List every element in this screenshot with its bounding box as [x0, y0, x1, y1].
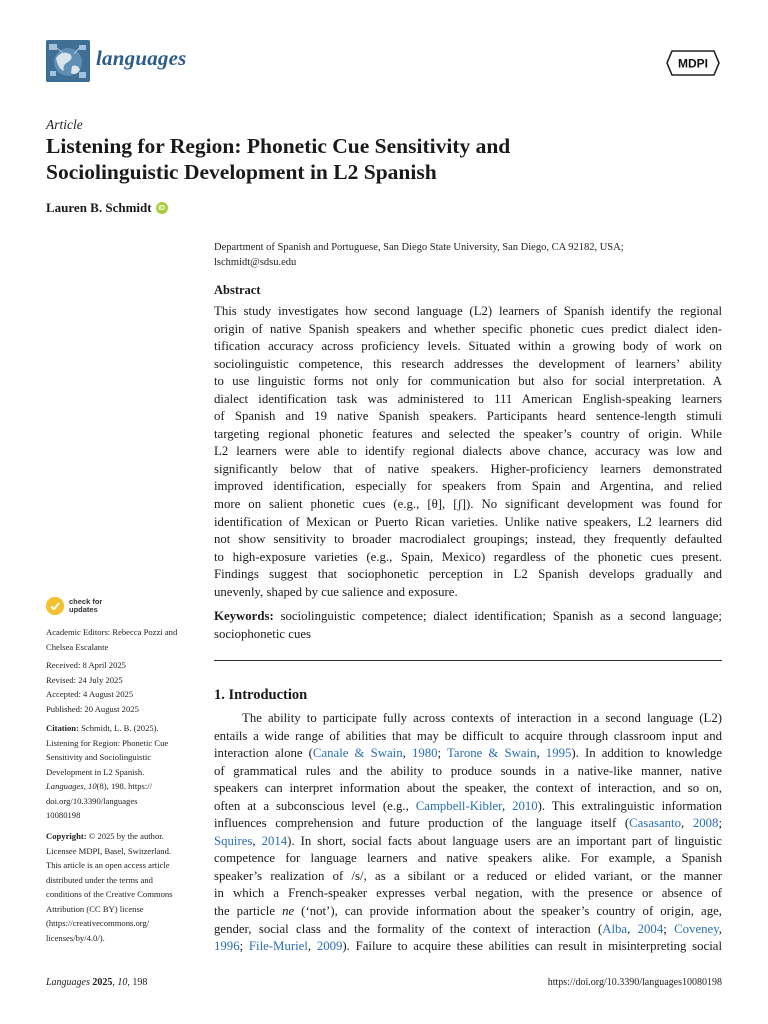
intro-line: entails a wide range of abilities that may be difficult to acquire through classroom input and	[214, 728, 722, 743]
globe-network-icon	[46, 40, 90, 82]
citation-link[interactable]: Alba	[602, 921, 628, 936]
abstract-line: significantly below that of native speakers. Higher-proficiency learners demonstrated	[214, 461, 722, 476]
citation-doi-link[interactable]: (8), 198. https://	[96, 781, 153, 791]
citation-doi-link[interactable]: doi.org/10.3390/languages	[46, 795, 138, 806]
abstract-line: sociolinguistic competence, this research addresses the development of learners’ ability	[214, 356, 722, 371]
abstract-line: tification accuracy across proficiency levels. Situated within a growing body of work on	[214, 339, 722, 354]
abstract-line: origin of native Spanish speakers and whether specific phonetic cues predict dialect iden-	[214, 321, 722, 336]
intro-line: competence for language learners and native speakers alike. For example, a Spanish	[214, 851, 722, 866]
keywords	[214, 608, 722, 643]
intro-line: gender, social class and the formality of the context of interaction (Alba, 2004; Coveney,	[214, 921, 722, 936]
abstract-line: of Spanish and 19 native Spanish speakers. Participants heard sentence-length stimuli	[214, 409, 722, 424]
abstract-line: to high-exposure varieties (e.g., Spain, Mexico) regardless of the phonetic cues present.	[214, 549, 722, 564]
license-link[interactable]: licenses/by/4.0/).	[46, 932, 105, 943]
journal-logo[interactable]	[46, 40, 90, 82]
mdpi-logo-icon	[666, 50, 720, 76]
article-title-line1: Listening for Region: Phonetic Cue Sensitivity and	[46, 134, 511, 158]
keywords-list: sociolinguistic competence; dialect identification; Spanish as a second language;	[273, 609, 722, 623]
citation-link[interactable]: 1995	[545, 746, 572, 761]
keywords-list-cont: sociophonetic cues	[214, 626, 312, 641]
intro-line: speakers can interpret information about the speaker, the context of interaction, and so on,	[214, 781, 722, 796]
intro-line: often at a subconscious level (e.g., Campbell-Kibler, 2010). This extralinguistic information	[214, 798, 722, 813]
citation-link[interactable]: Canale & Swain	[312, 746, 403, 761]
abstract-line: targeting regional phonetic features and selected the speaker’s country of origin. While	[214, 426, 722, 441]
abstract-line: identification of Mexican or Puerto Rican varieties. Unlike native speakers, L2 learners did	[214, 514, 722, 529]
citation-link[interactable]: 2004	[637, 921, 664, 936]
intro-line: The ability to participate fully across contexts of interaction in a second language (L2)	[242, 711, 722, 725]
intro-line: the particle ne (‘not’), can provide information about the speaker’s country of origin, age,	[214, 904, 722, 919]
copyright-block: Copyright: © 2025 by the author. Licensee MDPI, Basel, Switzerland. This article is an open access article distributed under the terms and conditions of the Creative Commons Attribution (CC BY) license (https://creativecommons.org/ licenses/by/4.0/).	[46, 829, 206, 945]
author-name[interactable]: Lauren B. Schmidt	[46, 200, 152, 215]
intro-line: Squires, 2014). In short, social facts about language users are an important part of linguistic	[214, 833, 722, 848]
check-updates-icon	[46, 597, 64, 615]
mdpi-logo[interactable]	[666, 50, 720, 76]
author-email[interactable]: lschmidt@sdsu.edu	[214, 257, 297, 268]
abstract-line: Findings suggest that sociophonetic perception in L2 Spanish develops gradually and	[214, 567, 722, 582]
accepted-date: Accepted: 4 August 2025	[46, 689, 134, 699]
revised-date: Revised: 24 July 2025	[46, 674, 123, 685]
citation-link[interactable]: File-Muriel	[248, 939, 308, 954]
abstract-heading: Abstract	[214, 283, 261, 297]
citation-link[interactable]: Campbell-Kibler	[415, 798, 502, 813]
section-divider	[214, 660, 722, 661]
intro-line: of grammatical rules and the ability to produce sounds in a native-like manner, native	[214, 763, 722, 778]
abstract-line: L2 learners were able to identify regional dialects above chance, accuracy was low and	[214, 444, 722, 459]
citation-link[interactable]: 1980	[411, 746, 438, 761]
abstract-line: This study investigates how second language (L2) learners of Spanish identify the regional	[214, 304, 722, 318]
intro-line: interaction alone (Canale & Swain, 1980; Tarone & Swain, 1995). In addition to knowledge	[214, 746, 722, 761]
article-title-line2: Sociolinguistic Development in L2 Spanish	[46, 160, 437, 184]
abstract-line: improved identification, especially for speakers from Spain and Argentina, and relied	[214, 479, 722, 494]
abstract-line: more on salient phonetic cues (e.g., [θ], [ʃ]). No significant development was found for	[214, 497, 722, 512]
orcid-icon[interactable]: iD	[156, 202, 168, 214]
intro-line: 1996; File-Muriel, 2009). Failure to acquire these abilities can result in misinterpreting social	[214, 939, 722, 954]
abstract-line: to use linguistic forms not only for communication but also for social interpretation. A	[214, 374, 722, 389]
author-row	[46, 200, 168, 216]
intro-line: speaker’s realization of /s/, as a sibilant or a reduced or elided variant, or the manner	[214, 868, 722, 883]
abstract-line: unevenly, shaped by cue salience and exposure.	[214, 584, 458, 599]
footer-doi-link[interactable]: https://doi.org/10.3390/languages10080198	[547, 977, 722, 988]
abstract-line: not show sensitivity to broader macrodialect groupings; instead, they frequently defaulted	[214, 532, 722, 547]
citation-link[interactable]: 2014	[261, 833, 288, 848]
citation-link[interactable]: Casasanto	[629, 816, 682, 831]
citation-link[interactable]: Coveney	[674, 921, 719, 936]
received-date: Received: 8 April 2025	[46, 660, 126, 670]
citation-block: Citation: Schmidt, L. B. (2025). Listening for Region: Phonetic Cue Sensitivity and Sociolinguistic Development in L2 Spanish. Languages, 10(8), 198. https:// doi.org/10.3390/languages 10080198	[46, 721, 206, 823]
journal-name[interactable]: languages	[96, 46, 187, 70]
abstract-line: dialect identification task was administered to 111 American English-speaking learners	[214, 391, 722, 406]
introduction-body	[214, 710, 722, 956]
citation-link[interactable]: Squires	[214, 833, 253, 848]
check-for-updates-badge[interactable]	[46, 597, 102, 615]
intro-line: in which a French-speaker expresses verbal negation, with the presence or absence of	[214, 886, 722, 901]
article-type: Article	[46, 117, 83, 132]
citation-link[interactable]: 2008	[692, 816, 719, 831]
published-date: Published: 20 August 2025	[46, 703, 139, 714]
footer-journal-citation: Languages 2025, 10, 198	[46, 977, 148, 988]
intro-line: influences comprehension and future production of the language itself (Casasanto, 2008;	[214, 816, 722, 831]
affiliation-line: Department of Spanish and Portuguese, San Diego State University, San Diego, CA 92182, USA;	[214, 242, 624, 253]
abstract-body	[214, 303, 722, 601]
license-link[interactable]: (https://creativecommons.org/	[46, 918, 150, 928]
citation-link[interactable]: Tarone & Swain	[446, 746, 537, 761]
citation-link[interactable]: 1996	[214, 939, 240, 954]
publication-dates	[46, 658, 206, 716]
affiliation	[214, 240, 724, 270]
citation-link[interactable]: 2009	[316, 939, 343, 954]
svg-text:MDPI: MDPI	[678, 56, 708, 71]
academic-editors: Academic Editors: Rebecca Pozzi and Chelsea Escalante	[46, 627, 178, 652]
section-heading-introduction: 1. Introduction	[214, 687, 308, 703]
keywords-label: Keywords:	[214, 609, 274, 623]
check-updates-text: check for updates	[69, 597, 103, 614]
citation-link[interactable]: 2010	[512, 798, 538, 813]
